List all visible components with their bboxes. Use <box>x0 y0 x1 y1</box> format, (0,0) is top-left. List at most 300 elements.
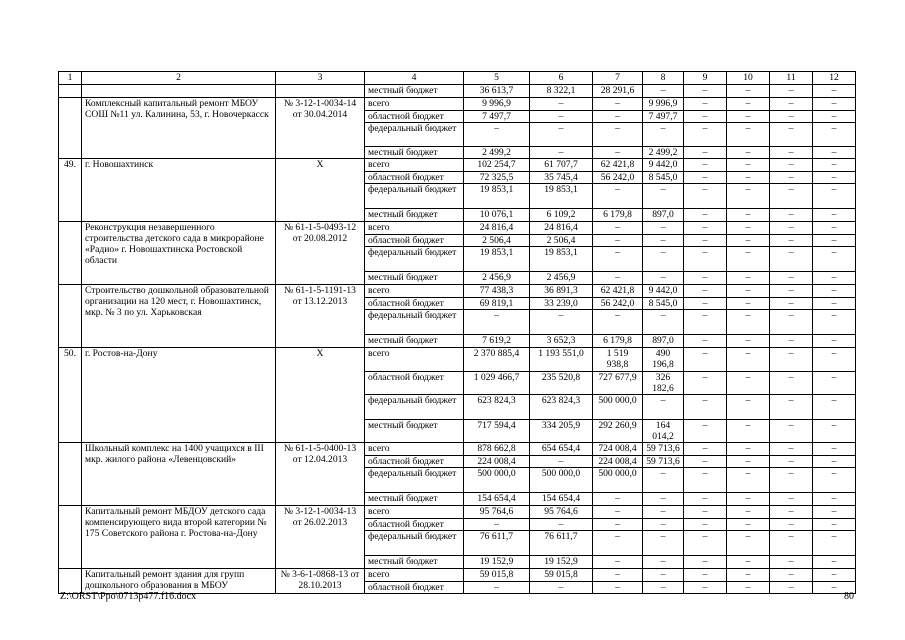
amount-cell: 62 421,8 <box>593 285 643 298</box>
funding-source: местный бюджет <box>365 209 464 222</box>
amount-cell: – <box>643 519 684 531</box>
amount-cell: – <box>770 443 813 456</box>
table-row <box>59 85 856 98</box>
amount-cell: – <box>770 159 813 172</box>
amount-cell: 36 613,7 <box>464 85 530 98</box>
amount-cell: 7 619,2 <box>464 335 530 348</box>
row-number <box>59 85 82 98</box>
amount-cell: – <box>684 147 727 159</box>
amount-cell: 56 242,0 <box>593 172 643 184</box>
object-name <box>82 85 276 98</box>
amount-cell: – <box>770 172 813 184</box>
document-ref: № 3-12-1-0034-13 от 26.02.2013 <box>276 506 365 569</box>
amount-cell: 154 654,4 <box>464 493 530 506</box>
object-name: Капитальный ремонт здания для групп дошкольного образования в МБОУ <box>82 569 276 594</box>
amount-cell: 59 713,6 <box>643 443 684 456</box>
amount-cell: – <box>813 298 856 310</box>
amount-cell: – <box>684 222 727 235</box>
amount-cell: – <box>593 123 643 147</box>
amount-cell: 727 677,9 <box>593 372 643 395</box>
amount-cell: – <box>813 222 856 235</box>
amount-cell: – <box>593 569 643 582</box>
funding-source: местный бюджет <box>365 85 464 98</box>
funding-source: областной бюджет <box>365 172 464 184</box>
amount-cell: – <box>684 310 727 335</box>
amount-cell: – <box>727 519 770 531</box>
amount-cell: 1 519 938,8 <box>593 348 643 372</box>
amount-cell: – <box>813 335 856 348</box>
amount-cell: – <box>813 147 856 159</box>
amount-cell: 8 545,0 <box>643 172 684 184</box>
amount-cell: 235 520,8 <box>530 372 593 395</box>
amount-cell: – <box>727 172 770 184</box>
amount-cell: – <box>684 348 727 372</box>
amount-cell: 8 322,1 <box>530 85 593 98</box>
amount-cell: 334 205,9 <box>530 420 593 443</box>
amount-cell: – <box>770 468 813 493</box>
funding-source: областной бюджет <box>365 519 464 531</box>
amount-cell: – <box>770 395 813 420</box>
amount-cell: – <box>684 569 727 582</box>
object-name: Реконструкция незавершенного строительства детского сада в микрорайоне «Радио» г. Новошахтинска Ростовской области <box>82 222 276 285</box>
amount-cell: 224 008,4 <box>593 456 643 468</box>
amount-cell: – <box>770 372 813 395</box>
amount-cell: – <box>770 147 813 159</box>
amount-cell: – <box>727 184 770 209</box>
funding-source: всего <box>365 348 464 372</box>
funding-source: местный бюджет <box>365 147 464 159</box>
funding-source: областной бюджет <box>365 372 464 395</box>
column-number: 10 <box>727 72 770 85</box>
amount-cell: – <box>770 531 813 556</box>
amount-cell: 164 014,2 <box>643 420 684 443</box>
amount-cell: – <box>727 443 770 456</box>
amount-cell: 19 853,1 <box>530 247 593 272</box>
amount-cell: – <box>727 285 770 298</box>
document-ref: № 3-12-1-0034-14 от 30.04.2014 <box>276 98 365 159</box>
amount-cell: 6 179,8 <box>593 335 643 348</box>
amount-cell: 95 764,6 <box>464 506 530 519</box>
amount-cell: 76 611,7 <box>530 531 593 556</box>
amount-cell: – <box>727 582 770 594</box>
amount-cell: 35 745,4 <box>530 172 593 184</box>
amount-cell: – <box>813 310 856 335</box>
amount-cell: 9 442,0 <box>643 285 684 298</box>
funding-source: федеральный бюджет <box>365 247 464 272</box>
amount-cell: – <box>727 310 770 335</box>
amount-cell: 878 662,8 <box>464 443 530 456</box>
object-name: Капитальный ремонт МБДОУ детского сада компенсирующего вида второй категории № 175 Советского района г. Ростова-на-Дону <box>82 506 276 569</box>
amount-cell: 59 015,8 <box>464 569 530 582</box>
amount-cell: – <box>813 235 856 247</box>
amount-cell: – <box>727 123 770 147</box>
amount-cell: 9 442,0 <box>643 159 684 172</box>
amount-cell: – <box>684 247 727 272</box>
funding-source: областной бюджет <box>365 235 464 247</box>
amount-cell: – <box>684 395 727 420</box>
column-number: 8 <box>643 72 684 85</box>
funding-source: областной бюджет <box>365 111 464 123</box>
amount-cell: – <box>593 531 643 556</box>
amount-cell: 8 545,0 <box>643 298 684 310</box>
amount-cell: – <box>593 235 643 247</box>
amount-cell: 717 594,4 <box>464 420 530 443</box>
amount-cell: – <box>813 395 856 420</box>
amount-cell: – <box>727 395 770 420</box>
amount-cell: – <box>813 420 856 443</box>
column-number: 6 <box>530 72 593 85</box>
amount-cell: – <box>770 348 813 372</box>
amount-cell: – <box>643 569 684 582</box>
amount-cell: – <box>727 468 770 493</box>
amount-cell: 154 654,4 <box>530 493 593 506</box>
table-row <box>59 285 856 298</box>
amount-cell: 62 421,8 <box>593 159 643 172</box>
column-number: 9 <box>684 72 727 85</box>
amount-cell: – <box>530 147 593 159</box>
funding-source: областной бюджет <box>365 456 464 468</box>
amount-cell: – <box>643 531 684 556</box>
amount-cell: – <box>530 310 593 335</box>
amount-cell: – <box>684 85 727 98</box>
table-row <box>59 443 856 456</box>
amount-cell: 623 824,3 <box>530 395 593 420</box>
amount-cell: – <box>684 209 727 222</box>
amount-cell: – <box>813 285 856 298</box>
object-name: Школьный комплекс на 1400 учащихся в III мкр. жилого района «Левенцовский» <box>82 443 276 506</box>
document-ref: № 61-1-5-0400-13 от 12.04.2013 <box>276 443 365 506</box>
amount-cell: – <box>813 98 856 111</box>
amount-cell: – <box>643 85 684 98</box>
column-number: 5 <box>464 72 530 85</box>
amount-cell: – <box>727 111 770 123</box>
table-row <box>59 98 856 111</box>
amount-cell: – <box>770 298 813 310</box>
amount-cell: – <box>593 111 643 123</box>
funding-source: местный бюджет <box>365 420 464 443</box>
column-number: 11 <box>770 72 813 85</box>
row-number <box>59 98 82 159</box>
row-number: 50. <box>59 348 82 443</box>
amount-cell: – <box>770 123 813 147</box>
amount-cell: 19 853,1 <box>530 184 593 209</box>
amount-cell: – <box>684 184 727 209</box>
amount-cell: – <box>770 456 813 468</box>
amount-cell: – <box>593 184 643 209</box>
funding-source: всего <box>365 222 464 235</box>
funding-source: всего <box>365 285 464 298</box>
amount-cell: – <box>643 395 684 420</box>
amount-cell: – <box>813 85 856 98</box>
amount-cell: – <box>530 456 593 468</box>
funding-source: местный бюджет <box>365 272 464 285</box>
row-number <box>59 285 82 348</box>
amount-cell: – <box>770 235 813 247</box>
amount-cell: – <box>727 247 770 272</box>
amount-cell: – <box>643 247 684 272</box>
amount-cell: 33 239,0 <box>530 298 593 310</box>
amount-cell: – <box>813 123 856 147</box>
amount-cell: – <box>770 85 813 98</box>
amount-cell: 897,0 <box>643 209 684 222</box>
object-name: Строительство дошкольной образовательной организации на 120 мест, г. Новошахтинск, мкр. № 3 по ул. Харьковская <box>82 285 276 348</box>
row-number <box>59 506 82 569</box>
amount-cell: – <box>643 310 684 335</box>
amount-cell: 326 182,6 <box>643 372 684 395</box>
amount-cell: – <box>813 372 856 395</box>
amount-cell: – <box>593 222 643 235</box>
document-ref: № 3-6-1-0868-13 от 28.10.2013 <box>276 569 365 594</box>
object-name: г. Новошахтинск <box>82 159 276 222</box>
amount-cell: – <box>684 335 727 348</box>
amount-cell: – <box>464 582 530 594</box>
amount-cell: – <box>813 556 856 569</box>
amount-cell: – <box>813 569 856 582</box>
amount-cell: – <box>813 172 856 184</box>
amount-cell: – <box>813 247 856 272</box>
amount-cell: – <box>593 98 643 111</box>
amount-cell: – <box>593 556 643 569</box>
amount-cell: 1 029 466,7 <box>464 372 530 395</box>
amount-cell: – <box>684 98 727 111</box>
table-row <box>59 159 856 172</box>
amount-cell: 7 497,7 <box>643 111 684 123</box>
amount-cell: – <box>727 569 770 582</box>
column-number: 4 <box>365 72 464 85</box>
amount-cell: 490 196,8 <box>643 348 684 372</box>
row-number <box>59 443 82 506</box>
funding-source: федеральный бюджет <box>365 123 464 147</box>
column-number: 3 <box>276 72 365 85</box>
amount-cell: – <box>684 298 727 310</box>
amount-cell: 36 891,3 <box>530 285 593 298</box>
amount-cell: – <box>813 493 856 506</box>
amount-cell: – <box>770 98 813 111</box>
amount-cell: – <box>684 519 727 531</box>
amount-cell: 61 707,7 <box>530 159 593 172</box>
amount-cell: – <box>727 209 770 222</box>
table-row <box>59 506 856 519</box>
amount-cell: – <box>727 335 770 348</box>
amount-cell: – <box>593 272 643 285</box>
file-path: Z:\ORST\Ppo\0713p477.f16.docx <box>60 591 197 602</box>
amount-cell: – <box>770 569 813 582</box>
amount-cell: – <box>643 184 684 209</box>
amount-cell: – <box>727 372 770 395</box>
amount-cell: – <box>813 468 856 493</box>
amount-cell: – <box>643 468 684 493</box>
amount-cell: 19 853,1 <box>464 247 530 272</box>
amount-cell: 2 499,2 <box>643 147 684 159</box>
amount-cell: 2 499,2 <box>464 147 530 159</box>
amount-cell: – <box>727 420 770 443</box>
row-number <box>59 222 82 285</box>
amount-cell: – <box>727 85 770 98</box>
amount-cell: 224 008,4 <box>464 456 530 468</box>
amount-cell: 623 824,3 <box>464 395 530 420</box>
amount-cell: – <box>684 456 727 468</box>
amount-cell: 24 816,4 <box>530 222 593 235</box>
amount-cell: – <box>684 123 727 147</box>
amount-cell: – <box>770 420 813 443</box>
amount-cell: – <box>770 310 813 335</box>
amount-cell: 2 370 885,4 <box>464 348 530 372</box>
column-number: 2 <box>82 72 276 85</box>
amount-cell: 897,0 <box>643 335 684 348</box>
amount-cell: – <box>464 310 530 335</box>
amount-cell: 654 654,4 <box>530 443 593 456</box>
amount-cell: – <box>643 506 684 519</box>
amount-cell: – <box>813 209 856 222</box>
amount-cell: – <box>684 111 727 123</box>
row-number <box>59 569 82 594</box>
amount-cell: 102 254,7 <box>464 159 530 172</box>
amount-cell: – <box>813 531 856 556</box>
amount-cell: 724 008,4 <box>593 443 643 456</box>
amount-cell: – <box>593 582 643 594</box>
funding-source: федеральный бюджет <box>365 531 464 556</box>
amount-cell: – <box>684 493 727 506</box>
amount-cell: – <box>727 506 770 519</box>
amount-cell: 69 819,1 <box>464 298 530 310</box>
amount-cell: – <box>643 493 684 506</box>
amount-cell: – <box>684 272 727 285</box>
amount-cell: 2 456,9 <box>530 272 593 285</box>
amount-cell: 3 652,3 <box>530 335 593 348</box>
amount-cell: – <box>770 209 813 222</box>
object-name: Комплексный капитальный ремонт МБОУ СОШ №11 ул. Калинина, 53, г. Новочеркасск <box>82 98 276 159</box>
amount-cell: – <box>813 272 856 285</box>
amount-cell: – <box>813 506 856 519</box>
funding-source: всего <box>365 506 464 519</box>
amount-cell: 292 260,9 <box>593 420 643 443</box>
amount-cell: – <box>530 98 593 111</box>
amount-cell: – <box>593 247 643 272</box>
amount-cell: – <box>770 272 813 285</box>
amount-cell: 10 076,1 <box>464 209 530 222</box>
funding-source: всего <box>365 98 464 111</box>
amount-cell: 9 996,9 <box>643 98 684 111</box>
amount-cell: – <box>464 123 530 147</box>
amount-cell: – <box>684 159 727 172</box>
amount-cell: – <box>727 272 770 285</box>
document-ref: Х <box>276 159 365 222</box>
column-number-row <box>59 72 856 85</box>
amount-cell: 72 325,5 <box>464 172 530 184</box>
amount-cell: 6 179,8 <box>593 209 643 222</box>
funding-source: всего <box>365 569 464 582</box>
funding-source: областной бюджет <box>365 298 464 310</box>
table-row <box>59 222 856 235</box>
amount-cell: – <box>770 222 813 235</box>
amount-cell: – <box>770 556 813 569</box>
amount-cell: 6 109,2 <box>530 209 593 222</box>
amount-cell: – <box>684 556 727 569</box>
amount-cell: 500 000,0 <box>530 468 593 493</box>
amount-cell: – <box>530 519 593 531</box>
amount-cell: – <box>770 111 813 123</box>
object-name: г. Ростов-на-Дону <box>82 348 276 443</box>
amount-cell: – <box>643 272 684 285</box>
amount-cell: – <box>684 285 727 298</box>
amount-cell: – <box>727 235 770 247</box>
amount-cell: – <box>770 506 813 519</box>
amount-cell: 2 456,9 <box>464 272 530 285</box>
column-number: 7 <box>593 72 643 85</box>
funding-source: федеральный бюджет <box>365 395 464 420</box>
funding-source: федеральный бюджет <box>365 468 464 493</box>
amount-cell: 56 242,0 <box>593 298 643 310</box>
amount-cell: 59 015,8 <box>530 569 593 582</box>
amount-cell: – <box>770 493 813 506</box>
amount-cell: 95 764,6 <box>530 506 593 519</box>
amount-cell: – <box>727 556 770 569</box>
amount-cell: – <box>684 468 727 493</box>
amount-cell: 7 497,7 <box>464 111 530 123</box>
amount-cell: 500 000,0 <box>593 468 643 493</box>
amount-cell: – <box>684 420 727 443</box>
amount-cell: – <box>530 123 593 147</box>
document-ref: Х <box>276 348 365 443</box>
amount-cell: – <box>813 348 856 372</box>
document-ref: № 61-1-5-1191-13 от 13.12.2013 <box>276 285 365 348</box>
amount-cell: 19 152,9 <box>464 556 530 569</box>
amount-cell: – <box>727 493 770 506</box>
amount-cell: – <box>813 582 856 594</box>
amount-cell: – <box>684 172 727 184</box>
amount-cell: – <box>727 348 770 372</box>
amount-cell: – <box>684 443 727 456</box>
amount-cell: – <box>593 310 643 335</box>
amount-cell: – <box>727 147 770 159</box>
amount-cell: 1 193 551,0 <box>530 348 593 372</box>
amount-cell: 2 506,4 <box>464 235 530 247</box>
funding-source: всего <box>365 443 464 456</box>
amount-cell: – <box>643 222 684 235</box>
table-row <box>59 569 856 582</box>
amount-cell: – <box>593 147 643 159</box>
amount-cell: – <box>770 519 813 531</box>
amount-cell: – <box>464 519 530 531</box>
amount-cell: – <box>727 222 770 235</box>
amount-cell: – <box>530 111 593 123</box>
amount-cell: – <box>593 493 643 506</box>
amount-cell: – <box>684 506 727 519</box>
amount-cell: – <box>643 556 684 569</box>
amount-cell: 59 713,6 <box>643 456 684 468</box>
amount-cell: – <box>813 159 856 172</box>
amount-cell: – <box>684 531 727 556</box>
document-ref <box>276 85 365 98</box>
amount-cell: – <box>684 582 727 594</box>
amount-cell: – <box>813 443 856 456</box>
amount-cell: – <box>684 235 727 247</box>
funding-source: федеральный бюджет <box>365 184 464 209</box>
funding-source: местный бюджет <box>365 335 464 348</box>
amount-cell: 500 000,0 <box>464 468 530 493</box>
amount-cell: 76 611,7 <box>464 531 530 556</box>
amount-cell: – <box>813 519 856 531</box>
amount-cell: 500 000,0 <box>593 395 643 420</box>
amount-cell: – <box>727 98 770 111</box>
page-number: 80 <box>844 591 854 602</box>
amount-cell: – <box>770 247 813 272</box>
amount-cell: – <box>643 235 684 247</box>
amount-cell: 24 816,4 <box>464 222 530 235</box>
amount-cell: – <box>813 456 856 468</box>
amount-cell: – <box>770 285 813 298</box>
amount-cell: – <box>727 531 770 556</box>
